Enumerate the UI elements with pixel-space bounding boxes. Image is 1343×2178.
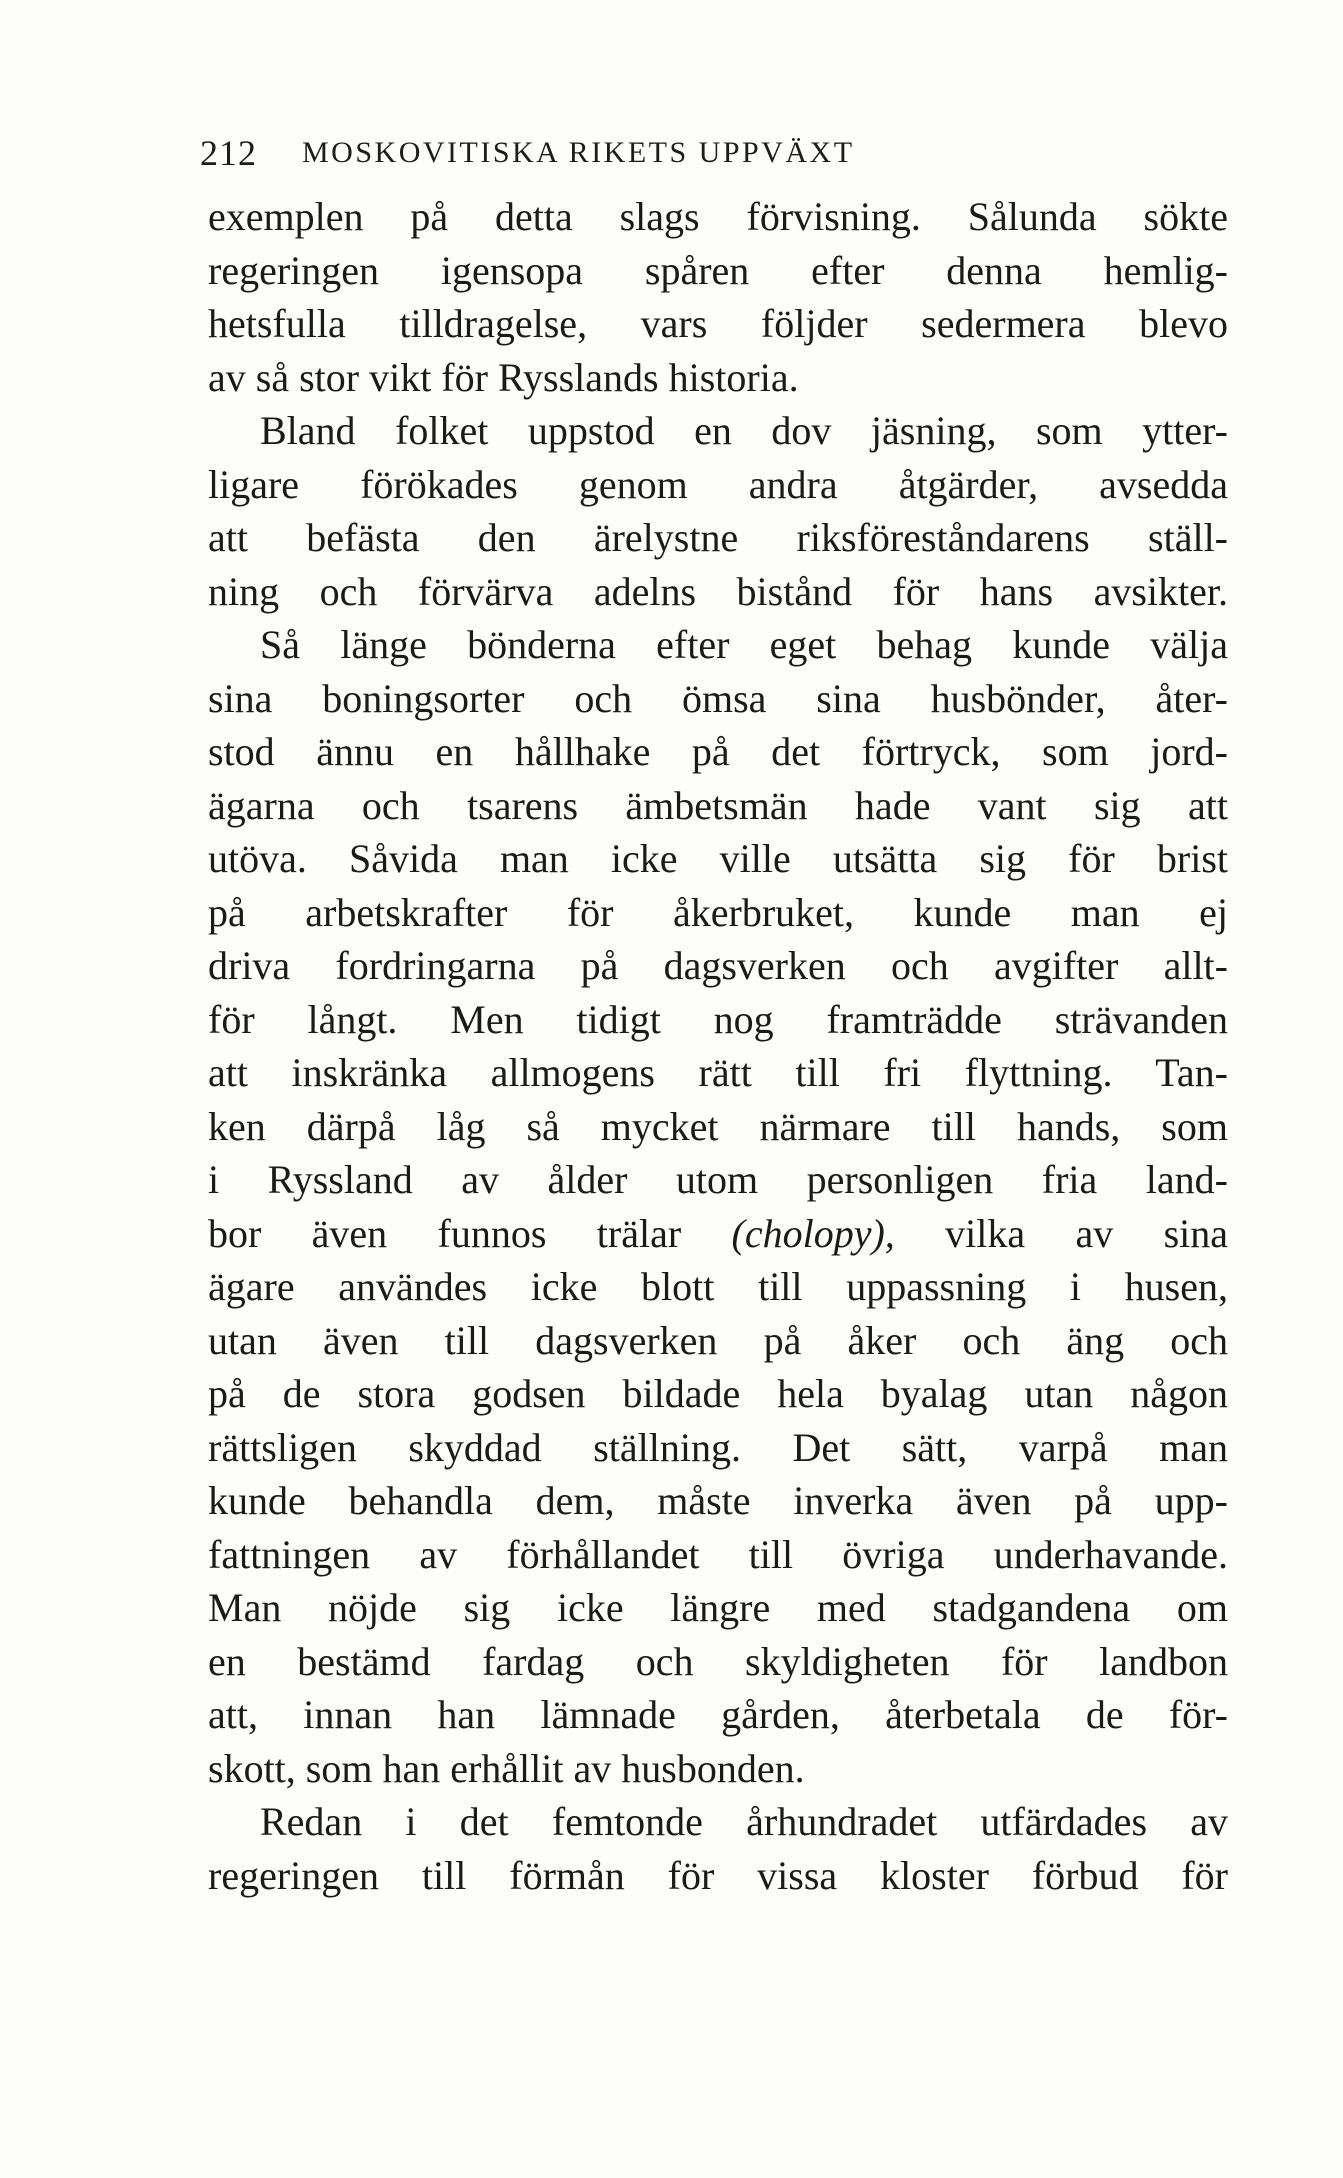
text-line: ken därpå låg så mycket närmare till hands, som xyxy=(208,1103,1228,1149)
text-line: ägare användes icke blott till uppassning i husen, xyxy=(208,1264,1228,1309)
text-line: exemplen på detta slags förvisning. Sålunda sökte xyxy=(208,194,1228,239)
text-line: regeringen till förmån för vissa kloster förbud för xyxy=(208,1852,1228,1898)
text-line: på de stora godsen bildade hela byalag utan någon xyxy=(208,1371,1228,1416)
text-line: utan även till dagsverken på åker och äng och xyxy=(208,1317,1228,1363)
page-header xyxy=(200,132,1230,172)
text-line: i Ryssland av ålder utom personligen fria land- xyxy=(208,1157,1228,1202)
text-line: att inskränka allmogens rätt till fri flyttning. Tan- xyxy=(208,1050,1228,1095)
text-line: utöva. Såvida man icke ville utsätta sig för brist xyxy=(208,836,1228,881)
text-line: på arbetskrafter för åkerbruket, kunde man ej xyxy=(208,889,1228,935)
text-line: fattningen av förhållandet till övriga underhavande. xyxy=(208,1531,1228,1577)
text-line: Bland folket uppstod en dov jäsning, som ytter- xyxy=(260,408,1228,453)
body-text xyxy=(208,190,1228,1902)
italic-term: (cholopy), xyxy=(731,1210,895,1256)
text-segment: vilka av sina xyxy=(945,1210,1229,1256)
text-line: ägarna och tsarens ämbetsmän hade vant sig att xyxy=(208,782,1228,828)
text-line: kunde behandla dem, måste inverka även på upp- xyxy=(208,1478,1228,1523)
text-line: regeringen igensopa spåren efter denna hemlig- xyxy=(208,247,1228,293)
text-line: rättsligen skyddad ställning. Det sätt, varpå man xyxy=(208,1424,1228,1470)
text-line: en bestämd fardag och skyldigheten för landbon xyxy=(208,1638,1228,1684)
text-line: att befästa den ärelystne riksföreståndarens ställ- xyxy=(208,515,1228,560)
text-segment: bor även funnos trälar xyxy=(208,1210,682,1256)
text-line: skott, som han erhållit av husbonden. xyxy=(208,1745,805,1791)
text-line: för långt. Men tidigt nog framträdde strävanden xyxy=(208,996,1228,1042)
text-line: Så länge bönderna efter eget behag kunde välja xyxy=(260,622,1228,667)
text-line: ning och förvärva adelns bistånd för hans avsikter. xyxy=(208,568,1228,614)
page-number: 212 xyxy=(200,133,257,173)
text-line: Redan i det femtonde århundradet utfärdades av xyxy=(260,1799,1228,1844)
text-line: hetsfulla tilldragelse, vars följder sedermera blevo xyxy=(208,301,1228,346)
text-line: Man nöjde sig icke längre med stadgandena om xyxy=(208,1585,1228,1630)
text-line: ligare förökades genom andra åtgärder, avsedda xyxy=(208,461,1228,507)
text-line-with-italic xyxy=(208,1207,1228,1261)
text-line: driva fordringarna på dagsverken och avgifter allt- xyxy=(208,943,1228,988)
text-line: sina boningsorter och ömsa sina husbönder, åter- xyxy=(208,675,1228,721)
running-title: MOSKOVITISKA RIKETS UPPVÄXT xyxy=(302,136,855,169)
text-line: att, innan han lämnade gården, återbetala de för- xyxy=(208,1692,1228,1737)
text-line: av så stor vikt för Rysslands historia. xyxy=(208,354,799,400)
text-line: stod ännu en hållhake på det förtryck, som jord- xyxy=(208,729,1228,774)
